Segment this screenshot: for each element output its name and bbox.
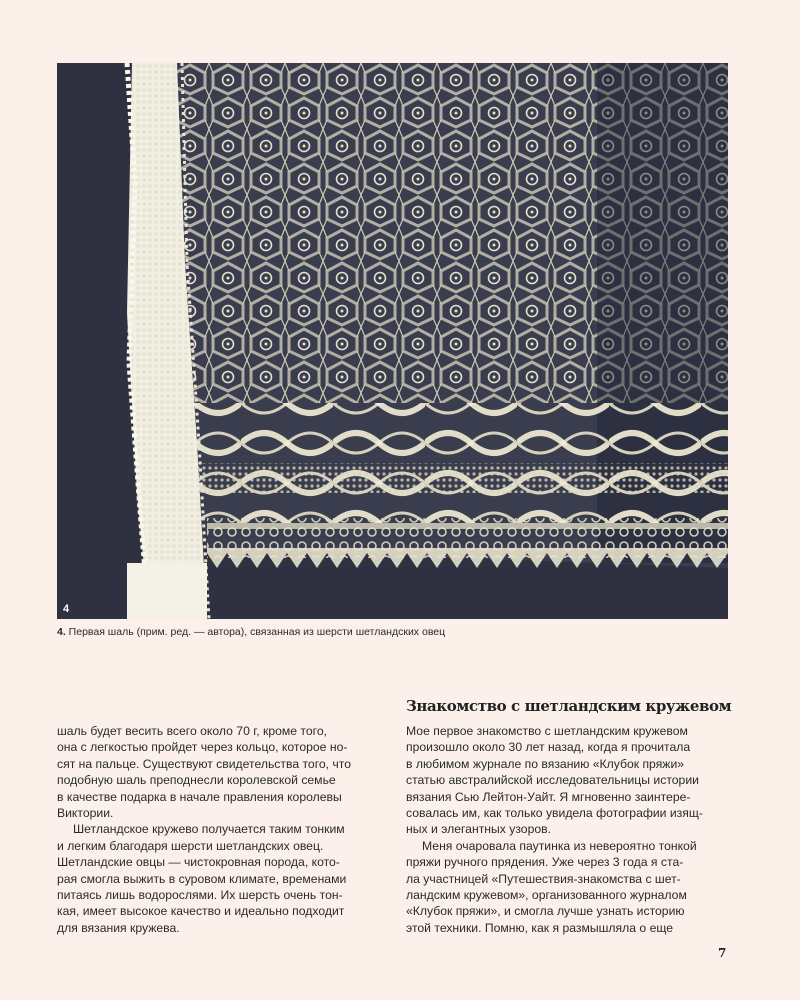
shawl-illustration xyxy=(57,63,728,619)
text-line: Шетландские овцы — чистокровная порода, кото- xyxy=(57,855,340,870)
text-line: в качестве подарка в начале правления королевы xyxy=(57,789,342,804)
text-line: вязания Сью Лейтон-Уайт. Я мгновенно заинтере- xyxy=(406,789,691,804)
paragraph xyxy=(406,838,726,936)
text-line: сят на пальце. Существуют свидетельства того, что xyxy=(57,756,352,771)
text-line: и легким благодаря шерсти шетландских овец. xyxy=(57,838,324,853)
text-line: произошло около 30 лет назад, когда я прочитала xyxy=(406,740,691,755)
text-line: «Клубок пряжи», и смогла лучше узнать историю xyxy=(406,904,685,919)
text-line: она с легкостью пройдет через кольцо, которое но- xyxy=(57,740,348,755)
caption-number: 4. xyxy=(57,626,66,638)
right-column xyxy=(406,723,726,936)
text-line: Мое первое знакомство с шетландским кружевом xyxy=(406,724,688,738)
text-line: кая, имеет высокое качество и идеально подходит xyxy=(57,904,345,919)
paragraph xyxy=(57,723,377,821)
caption-text: Первая шаль (прим. ред. — автора), связанная из шерсти шетландских овец xyxy=(65,626,446,638)
text-line: ла участницей «Путешествия-знакомства с шет- xyxy=(406,871,681,886)
text-line: ландским кружевом», организованного журналом xyxy=(406,888,687,903)
text-line: шаль будет весить всего около 70 г, кроме того, xyxy=(57,724,327,738)
text-line: в любимом журнале по вязанию «Клубок пряжи» xyxy=(406,756,685,771)
text-line: Шетландское кружево получается таким тонким xyxy=(73,822,345,837)
text-line: питаясь лишь водорослями. Их шерсть очень тон- xyxy=(57,888,343,903)
text-line: рая смогла выжить в суровом климате, временами xyxy=(57,871,347,886)
text-line: этой техники. Помню, как я размышляла о еще xyxy=(406,920,674,935)
left-column xyxy=(57,723,377,936)
text-line: для вязания кружева. xyxy=(57,920,180,935)
paragraph xyxy=(406,723,726,838)
text-line: ных и элегантных узоров. xyxy=(406,822,551,837)
page-number: 7 xyxy=(718,946,727,960)
text-line: подобную шаль преподнесли королевской семье xyxy=(57,773,336,788)
text-line: пряжи ручного прядения. Уже через 3 года я ста- xyxy=(406,855,684,870)
photo-number: 4 xyxy=(63,603,70,615)
text-line: Меня очаровала паутинка из невероятно тонкой xyxy=(422,838,697,853)
photo-caption xyxy=(57,625,737,639)
text-line: Виктории. xyxy=(57,806,114,821)
text-line: совалась им, как только увидела фотографии изящ- xyxy=(406,806,703,821)
text-line: статью австралийской исследовательницы истории xyxy=(406,773,699,788)
paragraph xyxy=(57,821,377,936)
lace-shawl-photo xyxy=(57,63,728,619)
section-heading: Знакомство с шетландским кружевом xyxy=(406,697,732,715)
